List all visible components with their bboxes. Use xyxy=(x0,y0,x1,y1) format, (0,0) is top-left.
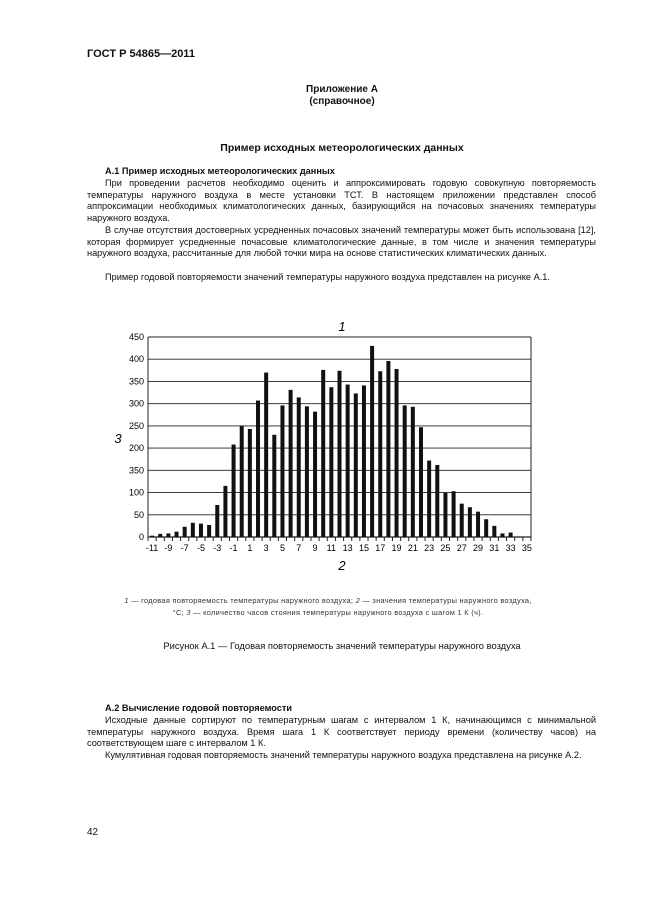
bar xyxy=(435,465,439,537)
bar xyxy=(476,512,480,537)
x-tick-label: 29 xyxy=(473,543,484,553)
legend-num-1: 1 xyxy=(124,596,129,605)
x-tick-label: 25 xyxy=(440,543,451,553)
bar xyxy=(175,532,179,537)
a1-paragraph-2: В случае отсутствия достоверных усредненных почасовых значений температуры может быть использована [12], которая формирует усредненные почасовые климатологические данные, в том числе и значения температуры наружного воздуха, рассчитанные для любой точки мира на основе статистических климатических данных. xyxy=(87,225,596,259)
x-tick-label: 15 xyxy=(358,543,369,553)
x-tick-label: -3 xyxy=(213,543,222,553)
bar xyxy=(199,524,203,537)
y-tick-label: 400 xyxy=(128,354,144,365)
bar xyxy=(321,370,325,537)
x-tick-label: 5 xyxy=(279,543,285,553)
bar xyxy=(280,405,284,537)
bar xyxy=(362,385,366,537)
bar xyxy=(386,361,390,537)
bar xyxy=(166,533,170,537)
bar xyxy=(158,534,162,537)
bar xyxy=(492,526,496,537)
legend-text-3: — количество часов стояния температуры наружного воздуха с шагом 1 К (ч). xyxy=(190,607,484,617)
legend-text-2: — значения температуры наружного воздуха, °С; xyxy=(172,596,532,617)
appendix-subtitle: (справочное) xyxy=(309,96,375,107)
x-tick-label: 9 xyxy=(312,543,318,553)
a2-paragraph-2: Кумулятивная годовая повторяемость значений температуры наружного воздуха представлена на рисунке А.2. xyxy=(105,750,582,760)
y-axis-label: 3 xyxy=(114,431,122,446)
bar xyxy=(240,426,244,537)
bar xyxy=(207,525,211,537)
a1-paragraph-3: Пример годовой повторяемости значений температуры наружного воздуха представлен на рисунке А.1. xyxy=(105,272,550,282)
legend-num-3: 3 xyxy=(186,607,191,617)
bar xyxy=(150,536,154,537)
x-tick-label: 7 xyxy=(296,543,302,553)
x-tick-label: 31 xyxy=(489,543,500,553)
y-tick-label: 200 xyxy=(128,443,144,454)
x-tick-label: 13 xyxy=(342,543,353,553)
bar xyxy=(289,390,293,537)
x-tick-label: 21 xyxy=(407,543,418,553)
bar xyxy=(460,504,464,537)
bar xyxy=(264,373,268,537)
section-title: Пример исходных метеорологических данных xyxy=(220,142,464,154)
bar xyxy=(305,406,309,537)
figure-caption: Рисунок А.1 — Годовая повторяемость значений температуры наружного воздуха xyxy=(163,640,521,651)
x-tick-label: 11 xyxy=(326,543,337,553)
x-tick-label: 1 xyxy=(247,543,253,553)
x-tick-label: -11 xyxy=(145,543,159,553)
bar xyxy=(313,412,317,537)
y-tick-label: 350 xyxy=(128,376,144,387)
bar xyxy=(215,505,219,537)
a1-paragraph-1: При проведении расчетов необходимо оценить и аппроксимировать годовую совокупную повторяемость температуры наружного воздуха в месте установки ТСТ. В настоящем приложении представлен способ аппроксимации необходимых климатологических данных, базирующийся на почасовых значениях температуры наружного воздуха. xyxy=(87,178,596,223)
y-tick-label: 0 xyxy=(138,532,144,542)
bar xyxy=(354,393,358,537)
a2-paragraph-1: Исходные данные сортируют по температурным шагам с интервалом 1 К, начинающимся с минимальной температуры наружного воздуха. Время шага 1 К соответствует периоду времени (количеству часов) на соответствующем шаге с интервалом 1 К. xyxy=(87,715,596,749)
bar xyxy=(419,427,423,537)
x-tick-label: -5 xyxy=(196,543,205,553)
bar xyxy=(452,491,456,537)
bar xyxy=(248,429,252,537)
bar xyxy=(427,461,431,537)
bar xyxy=(329,387,333,537)
bar xyxy=(395,369,399,537)
bar xyxy=(370,346,374,537)
x-tick-label: -7 xyxy=(180,543,189,553)
bar xyxy=(256,401,260,537)
x-tick-label: 17 xyxy=(375,543,386,553)
bar xyxy=(468,507,472,537)
y-tick-label: 50 xyxy=(133,509,144,520)
y-tick-label: 100 xyxy=(128,487,144,498)
bar xyxy=(509,533,513,537)
bar xyxy=(183,527,187,537)
document-id: ГОСТ Р 54865—2011 xyxy=(87,48,195,60)
page-number: 42 xyxy=(87,827,99,838)
legend-num-2: 2 xyxy=(355,596,360,605)
x-tick-label: 27 xyxy=(456,543,467,553)
x-tick-label: 23 xyxy=(424,543,435,553)
y-tick-label: 250 xyxy=(128,420,144,431)
bar xyxy=(232,445,236,537)
bar xyxy=(297,397,301,537)
x-tick-label: 35 xyxy=(521,543,532,553)
bar xyxy=(403,405,407,537)
bar xyxy=(500,533,504,537)
x-tick-label: 3 xyxy=(263,543,269,553)
y-tick-label: 450 xyxy=(128,332,144,342)
bar xyxy=(484,519,488,537)
a2-heading: А.2 Вычисление годовой повторяемости xyxy=(105,703,293,713)
y-tick-label: 300 xyxy=(128,398,144,409)
bar xyxy=(443,493,447,537)
x-tick-label: -1 xyxy=(229,543,238,553)
x-tick-label: 19 xyxy=(391,543,402,553)
legend-text-1: — годовая повторяемость температуры наружного воздуха; xyxy=(128,596,356,605)
bar xyxy=(338,371,342,537)
bar xyxy=(191,523,195,537)
x-axis-label: 2 xyxy=(338,558,346,573)
a1-heading: А.1 Пример исходных метеорологических данных xyxy=(105,166,335,176)
series-label: 1 xyxy=(338,319,346,334)
x-tick-label: -9 xyxy=(164,543,173,553)
figure-legend xyxy=(118,595,538,618)
y-tick-label: 350 xyxy=(128,465,144,476)
bar xyxy=(223,486,227,537)
appendix-title: Приложение А xyxy=(306,84,378,95)
bar xyxy=(378,371,382,537)
bar xyxy=(411,407,415,537)
bar xyxy=(346,385,350,537)
x-tick-label: 33 xyxy=(505,543,516,553)
bar xyxy=(272,435,276,537)
